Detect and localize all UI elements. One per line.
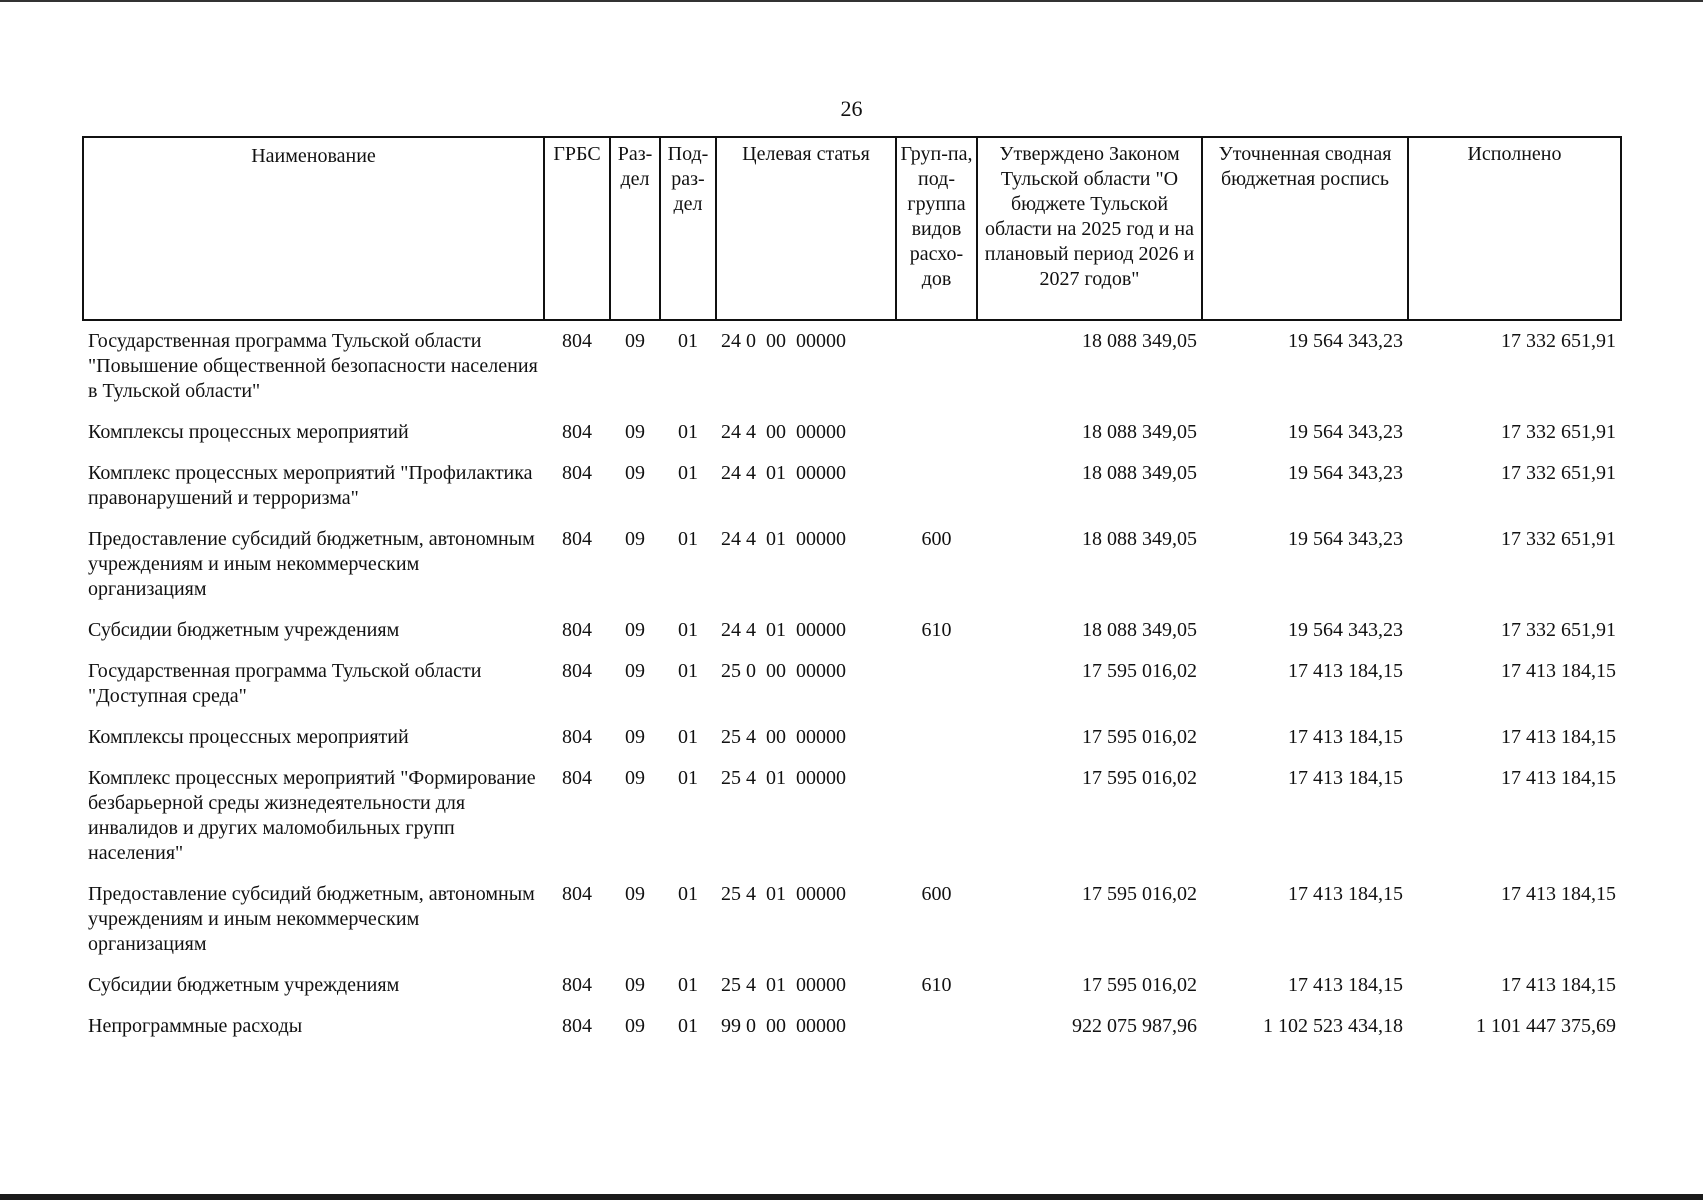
cell-razdel: 09: [625, 421, 645, 443]
table-row: [83, 969, 1621, 1010]
cell-refined: 1 102 523 434,18: [1263, 1015, 1403, 1037]
cell-razdel: 09: [625, 726, 645, 748]
cell-razdel: 09: [625, 660, 645, 682]
cell-target: 24 4 01 00000: [721, 462, 846, 484]
cell-approved: 922 075 987,96: [1072, 1015, 1197, 1037]
cell-grbs: 804: [562, 528, 592, 550]
cell-name: Комплексы процессных мероприятий: [88, 726, 409, 748]
table-row: [83, 655, 1621, 721]
header-razdel: Раз-дел: [610, 137, 660, 320]
cell-name: Комплекс процессных мероприятий "Профилактика правонарушений и терроризма": [88, 462, 533, 509]
cell-approved: 18 088 349,05: [1082, 421, 1197, 443]
cell-name: Государственная программа Тульской области "Повышение общественной безопасности населения в Тульской области": [88, 330, 538, 402]
cell-name: Субсидии бюджетным учреждениям: [88, 619, 400, 641]
cell-group: 610: [921, 619, 952, 641]
cell-razdel: 09: [625, 974, 645, 996]
cell-group: 600: [921, 528, 952, 550]
header-refined: Уточненная сводная бюджетная роспись: [1202, 137, 1408, 320]
cell-target: 24 4 00 00000: [721, 421, 846, 443]
header-target: Целевая статья: [716, 137, 896, 320]
page-number: 26: [840, 96, 863, 121]
cell-approved: 17 595 016,02: [1082, 767, 1197, 789]
cell-grbs: 804: [562, 421, 592, 443]
cell-name: Непрограммные расходы: [88, 1015, 303, 1037]
cell-name: Субсидии бюджетным учреждениям: [88, 974, 400, 996]
cell-target: 25 4 01 00000: [721, 974, 846, 996]
table-row: [83, 762, 1621, 878]
cell-approved: 17 595 016,02: [1082, 883, 1197, 905]
cell-razdel: 09: [625, 1015, 645, 1037]
cell-podrazdel: 01: [678, 528, 698, 550]
cell-refined: 17 413 184,15: [1288, 767, 1403, 789]
cell-razdel: 09: [625, 330, 645, 352]
cell-podrazdel: 01: [678, 974, 698, 996]
cell-refined: 19 564 343,23: [1288, 421, 1403, 443]
cell-executed: 17 413 184,15: [1501, 974, 1616, 996]
cell-refined: 19 564 343,23: [1288, 528, 1403, 550]
cell-group: 610: [921, 974, 952, 996]
cell-name: Комплексы процессных мероприятий: [88, 421, 409, 443]
cell-group: 600: [921, 883, 952, 905]
header-executed: Исполнено: [1408, 137, 1621, 320]
cell-executed: 1 101 447 375,69: [1476, 1015, 1616, 1037]
cell-target: 24 4 01 00000: [721, 619, 846, 641]
table-row: [83, 878, 1621, 969]
cell-razdel: 09: [625, 883, 645, 905]
cell-razdel: 09: [625, 528, 645, 550]
cell-podrazdel: 01: [678, 767, 698, 789]
scan-edge-top: [0, 0, 1703, 2]
cell-approved: 18 088 349,05: [1082, 462, 1197, 484]
cell-refined: 19 564 343,23: [1288, 462, 1403, 484]
cell-grbs: 804: [562, 1015, 592, 1037]
table-row: [83, 523, 1621, 614]
cell-executed: 17 413 184,15: [1501, 883, 1616, 905]
cell-target: 25 0 00 00000: [721, 660, 846, 682]
cell-approved: 17 595 016,02: [1082, 974, 1197, 996]
table-row: [83, 721, 1621, 762]
table-body: [83, 320, 1621, 1051]
cell-refined: 17 413 184,15: [1288, 883, 1403, 905]
cell-razdel: 09: [625, 767, 645, 789]
header-approved: Утверждено Законом Тульской области "О бюджете Тульской области на 2025 год и на плановый период 2026 и 2027 годов": [977, 137, 1202, 320]
cell-target: 99 0 00 00000: [721, 1015, 846, 1037]
cell-podrazdel: 01: [678, 421, 698, 443]
cell-podrazdel: 01: [678, 660, 698, 682]
cell-refined: 17 413 184,15: [1288, 726, 1403, 748]
cell-grbs: 804: [562, 883, 592, 905]
header-podrazdel: Под-раз-дел: [660, 137, 716, 320]
cell-refined: 19 564 343,23: [1288, 330, 1403, 352]
cell-grbs: 804: [562, 974, 592, 996]
cell-grbs: 804: [562, 619, 592, 641]
header-row: [83, 137, 1621, 320]
cell-grbs: 804: [562, 330, 592, 352]
cell-podrazdel: 01: [678, 726, 698, 748]
cell-grbs: 804: [562, 462, 592, 484]
cell-razdel: 09: [625, 462, 645, 484]
cell-target: 25 4 01 00000: [721, 767, 846, 789]
cell-podrazdel: 01: [678, 1015, 698, 1037]
table-row: [83, 1010, 1621, 1051]
header-grbs: ГРБС: [544, 137, 610, 320]
cell-podrazdel: 01: [678, 330, 698, 352]
cell-name: Комплекс процессных мероприятий "Формирование безбарьерной среды жизнедеятельности для инвалидов и других маломобильных групп населения": [88, 767, 536, 864]
cell-group: [896, 416, 977, 457]
table-row: [83, 614, 1621, 655]
table-row: [83, 416, 1621, 457]
cell-grbs: 804: [562, 726, 592, 748]
cell-group: [896, 721, 977, 762]
cell-executed: 17 413 184,15: [1501, 660, 1616, 682]
cell-group: [896, 320, 977, 416]
table-row: [83, 457, 1621, 523]
cell-target: 25 4 01 00000: [721, 883, 846, 905]
budget-table: [82, 136, 1622, 1051]
cell-group: [896, 655, 977, 721]
cell-podrazdel: 01: [678, 619, 698, 641]
cell-podrazdel: 01: [678, 462, 698, 484]
cell-approved: 18 088 349,05: [1082, 528, 1197, 550]
cell-approved: 18 088 349,05: [1082, 330, 1197, 352]
cell-target: 25 4 00 00000: [721, 726, 846, 748]
cell-group: [896, 1010, 977, 1051]
header-name: Наименование: [83, 137, 544, 320]
cell-refined: 17 413 184,15: [1288, 660, 1403, 682]
cell-approved: 17 595 016,02: [1082, 660, 1197, 682]
header-group: Груп-па, под-группа видов расхо-дов: [896, 137, 977, 320]
cell-executed: 17 332 651,91: [1501, 528, 1616, 550]
cell-grbs: 804: [562, 660, 592, 682]
cell-target: 24 0 00 00000: [721, 330, 846, 352]
cell-executed: 17 332 651,91: [1501, 619, 1616, 641]
cell-group: [896, 457, 977, 523]
cell-razdel: 09: [625, 619, 645, 641]
cell-podrazdel: 01: [678, 883, 698, 905]
cell-name: Предоставление субсидий бюджетным, автономным учреждениям и иным некоммерческим организациям: [88, 528, 535, 600]
cell-executed: 17 332 651,91: [1501, 330, 1616, 352]
cell-refined: 19 564 343,23: [1288, 619, 1403, 641]
scan-edge-bottom: [0, 1194, 1703, 1200]
table-header: [83, 137, 1621, 320]
cell-name: Государственная программа Тульской области "Доступная среда": [88, 660, 482, 707]
cell-approved: 17 595 016,02: [1082, 726, 1197, 748]
cell-group: [896, 762, 977, 878]
cell-grbs: 804: [562, 767, 592, 789]
cell-refined: 17 413 184,15: [1288, 974, 1403, 996]
cell-approved: 18 088 349,05: [1082, 619, 1197, 641]
cell-executed: 17 332 651,91: [1501, 421, 1616, 443]
cell-name: Предоставление субсидий бюджетным, автономным учреждениям и иным некоммерческим организациям: [88, 883, 535, 955]
cell-executed: 17 413 184,15: [1501, 767, 1616, 789]
cell-target: 24 4 01 00000: [721, 528, 846, 550]
table-row: [83, 320, 1621, 416]
cell-executed: 17 413 184,15: [1501, 726, 1616, 748]
cell-executed: 17 332 651,91: [1501, 462, 1616, 484]
